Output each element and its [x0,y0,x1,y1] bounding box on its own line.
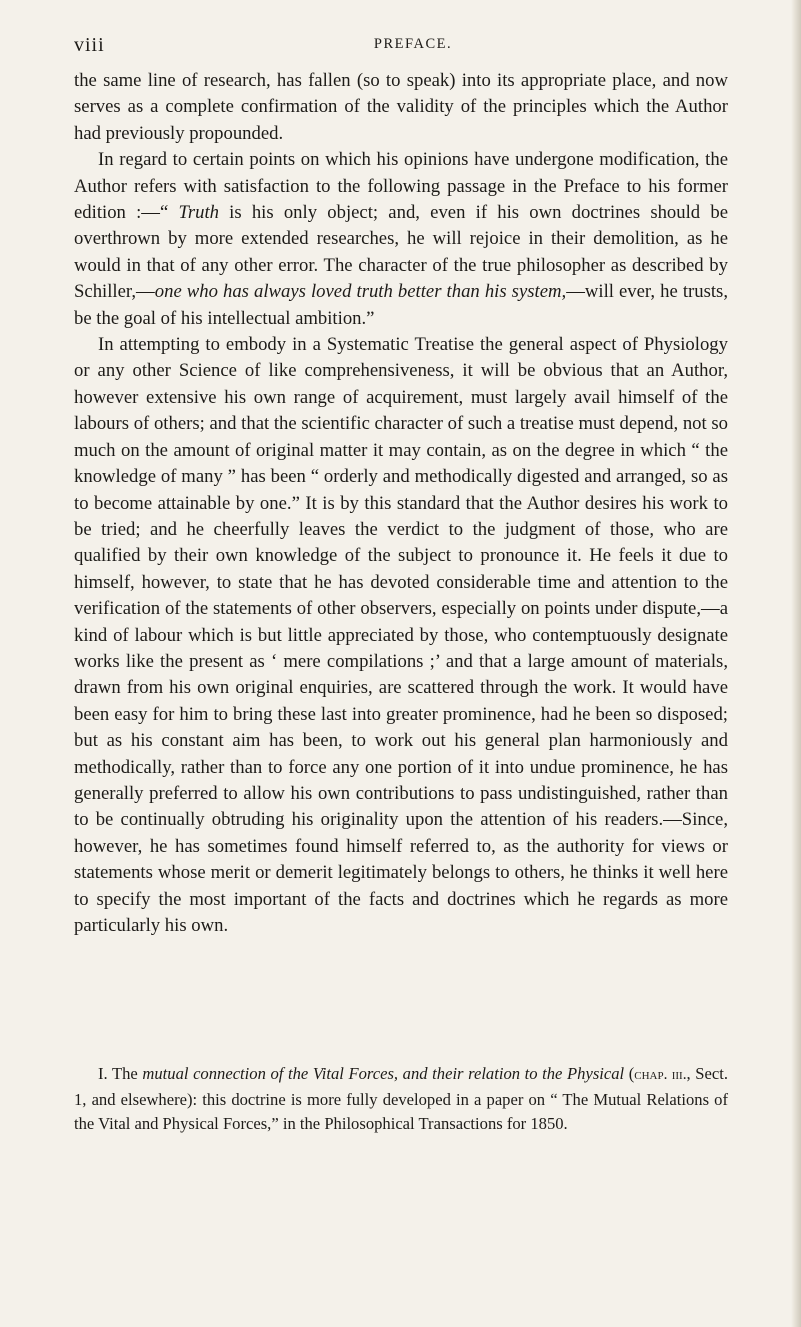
item-title: mutual connection of the Vital Forces, and their relation to the Physical [142,1064,625,1083]
text-run: ( [624,1064,635,1083]
body-text [74,68,728,939]
page-header [74,34,728,60]
item-numeral: I. The [98,1064,143,1083]
emphasis-schiller-quote: one who has always loved truth better than his system, [154,281,567,303]
text-run: —will ever, he trusts, be the goal of his intellectual ambition.” [74,281,728,329]
text-run: is his only object; and, even if his own doctrines should be overthrown by more extended researches, he will rejoice in their demolition, as he would in that of any other error. The character of the true philosopher as described by Schiller,— [74,202,728,303]
text-run: , Sect. 1, and elsewhere): this doctrine is more fully developed in a paper on “ The Mutual Relations of the Vital and Physical Forces,” in the Philosophical Transactions for 1850. [74,1064,728,1133]
emphasis-truth: Truth [178,202,219,224]
running-head: PREFACE. [373,36,453,52]
paragraph-systematic-treatise: In attempting to embody in a Systematic Treatise the general aspect of Physiology or any other Science of like comprehensiveness, it will be obvious that an Author, however extensive his own range of acquirement, must largely avail himself of the labours of others; and that the scientific character of such a treatise must depend, not so much on the amount of original matter it may contain, as on the degree in which “ the knowledge of many ” has been “ orderly and methodically digested and arranged, so as to become attainable by one.” It is by this standard that the Author desires his work to be tried; and he cheerfully leaves the verdict to the judgment of those, who are qualified by their own knowledge of the subject to pronounce it. He feels it due to himself, however, to state that he has devoted considerable time and attention to the verification of the statements of other observers, especially on points under dispute,—a kind of labour which is but little appreciated by those, who contemptuously designate works like the present as ‘ mere compilations ;’ and that a large amount of materials, drawn from his own original enquiries, are scattered through the work. It would have been easy for him to bring these last into greater prominence, had he been so disposed; but as his constant aim has been, to work out his general plan harmoniously and methodically, rather than to force any one portion of it into undue prominence, he has generally preferred to allow his own contributions to pass undistinguished, rather than to be continually obtruding his originality upon the attention of his readers.—Since, however, he has sometimes found himself referred to, as the authority for views or statements whose merit or demerit legitimately belongs to others, he thinks it well here to specify the most important of the facts and doctrines which he regards as more particularly his own. [74,334,728,936]
paragraph-continuation: the same line of research, has fallen (so to speak) into its appropriate place, and now serves as a complete confirmation of the validity of the principles which the Author had previously propounded. [74,70,728,144]
text-run: In regard to certain points on which his opinions have undergone modification, the Author refers with satisfaction to the following passage in the Preface to his former edition :—“ [74,149,728,224]
paragraph-truth-quote [74,147,728,332]
numbered-item-1 [74,1062,728,1137]
page-edge-shadow [791,0,801,1327]
chapter-reference: chap. iii. [634,1066,687,1083]
page-number: viii [74,34,105,56]
